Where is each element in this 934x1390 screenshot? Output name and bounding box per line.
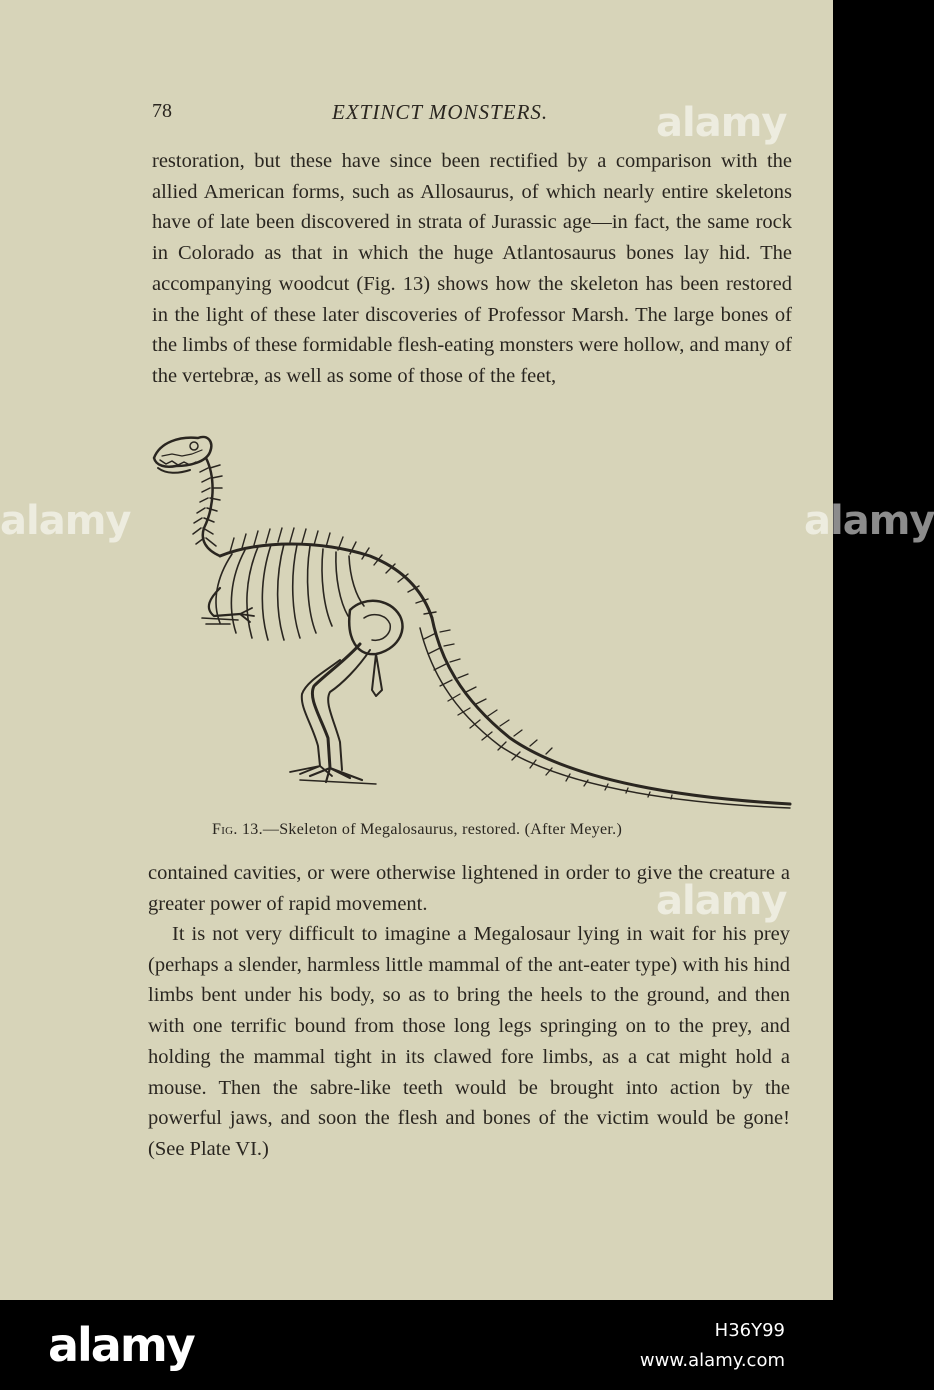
- image-id: H36Y99: [714, 1320, 785, 1341]
- figure-label: Fig. 13.: [212, 821, 263, 838]
- paragraph-1: restoration, but these have since been rectified by a comparison with the allied American forms, such as Allosaurus, of which nearly entire skeletons have of late been discovered in strata of Jurassic age—in fact, the same rock in Colorado as that in which the huge Atlantosaurus bones lay hid. The accompanying woodcut (Fig. 13) shows how the skeleton has been restored in the light of these later discoveries of Professor Marsh. The large bones of the limbs of these formidable flesh-eating monsters were hollow, and many of the vertebræ, as well as some of those of the feet,: [152, 150, 792, 387]
- page-header: [152, 100, 614, 130]
- running-head: EXTINCT MONSTERS.: [332, 100, 549, 124]
- alamy-logo: alamy: [48, 1318, 194, 1372]
- figure-caption-text: —Skeleton of Megalosaurus, restored. (After Meyer.): [262, 821, 623, 838]
- figure-caption: [212, 821, 622, 839]
- stock-footer-bar: [0, 1300, 833, 1390]
- watermark-left-edge: alamy: [0, 498, 131, 544]
- watermark-top-right: alamy: [656, 100, 787, 146]
- page-number: 78: [152, 100, 172, 122]
- site-url: www.alamy.com: [639, 1350, 785, 1371]
- paragraph-2: contained cavities, or were otherwise lightened in order to give the creature a greater power of rapid movement.: [148, 862, 790, 915]
- watermark-right-edge: alamy: [804, 498, 934, 544]
- megalosaurus-skeleton-drawing: [150, 428, 795, 813]
- skeleton-illustration: [150, 428, 795, 813]
- watermark-lower-right: alamy: [656, 878, 787, 924]
- paragraph-3: It is not very difficult to imagine a Megalosaur lying in wait for his prey (perhaps a slender, harmless little mammal of the ant-eater type) with his hind limbs bent under his body, so as to bring the heels to the ground, and then with one terrific bound from those long legs springing on to the prey, and holding the mammal tight in its clawed fore limbs, as a cat might hold a mouse. Then the sabre-like teeth would be brought into action by the powerful jaws, and soon the flesh and bones of the victim would be gone! (See Plate VI.): [148, 923, 790, 1160]
